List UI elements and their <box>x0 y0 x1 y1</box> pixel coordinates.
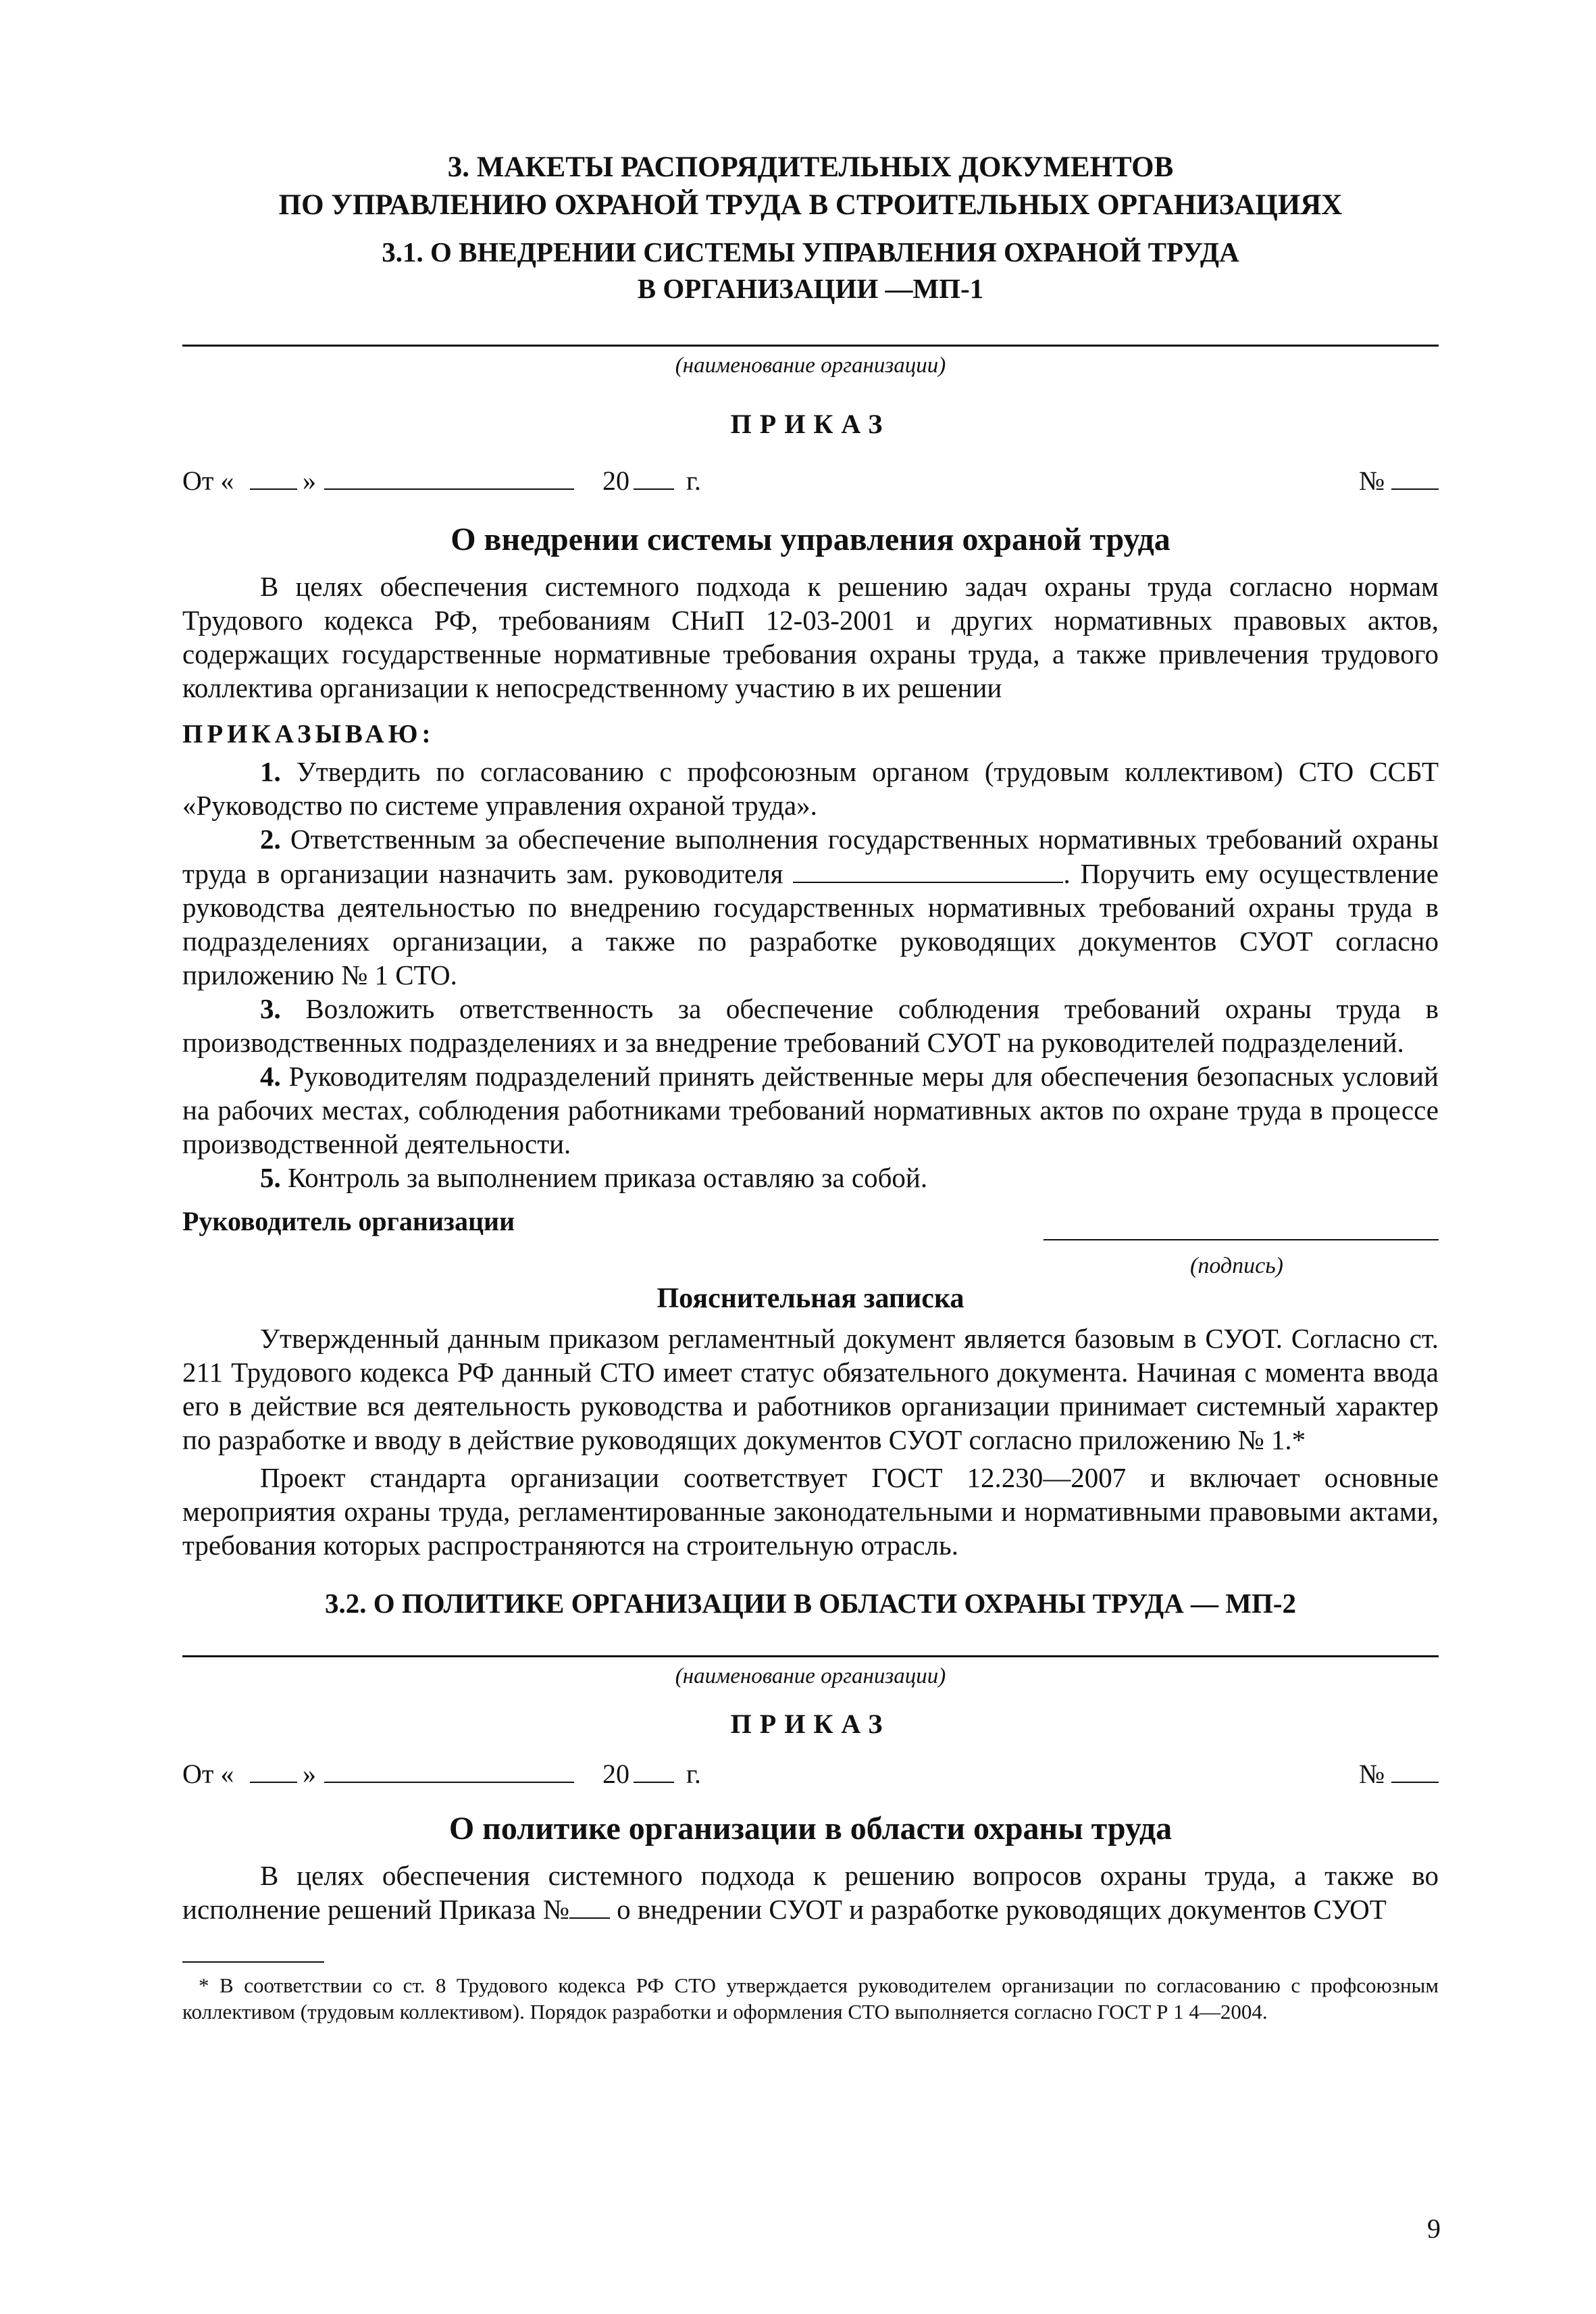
order-item-5: 5. Контроль за выполнением приказа оставляю за собой. <box>260 1162 928 1193</box>
number-blank <box>1391 461 1439 490</box>
number-sign-2: № <box>1359 1759 1385 1789</box>
month-blank-2 <box>324 1755 574 1783</box>
section-title-line-1: 3. МАКЕТЫ РАСПОРЯДИТЕЛЬНЫХ ДОКУМЕНТОВ <box>447 151 1174 183</box>
order-item-3: 3. Возложить ответственность за обеспечение соблюдения требований охраны труда в производственных подразделениях и за внедрение требований СУОТ на руководителей подразделений. <box>182 993 1439 1058</box>
number-blank-2 <box>1391 1755 1439 1783</box>
section-title-line-2: ПО УПРАВЛЕНИЮ ОХРАНОЙ ТРУДА В СТРОИТЕЛЬНЫХ ОРГАНИЗАЦИЯХ <box>278 189 1343 221</box>
order-2-title: О политике организации в области охраны труда <box>448 1811 1173 1846</box>
year-blank-2 <box>634 1755 674 1783</box>
subsection-1-title-line-2: В ОРГАНИЗАЦИИ —МП-1 <box>637 273 984 304</box>
number-sign: № <box>1359 466 1385 496</box>
year-prefix: 20 <box>602 466 629 496</box>
signature-row <box>182 1205 1439 1243</box>
year-prefix-2: 20 <box>602 1759 629 1789</box>
year-suffix: г. <box>686 466 701 496</box>
month-blank <box>324 461 574 490</box>
subsection-1-title-line-1: 3.1. О ВНЕДРЕНИИ СИСТЕМЫ УПРАВЛЕНИЯ ОХРАНОЙ ТРУДА <box>382 236 1239 268</box>
order-number-blank <box>569 1893 610 1919</box>
order-1-preamble: В целях обеспечения системного подхода к решению задач охраны труда согласно нормам Трудового кодекса РФ, требованиям СНиП 12-03-2001 и других нормативных правовых актов, содержащих государственные нормативные требования охраны труда, а также привлечения трудового коллектива организации к непосредственному участию в их решении <box>182 571 1439 703</box>
order-item-4: 4. Руководителям подразделений принять действенные меры для обеспечения безопасных условий на рабочих местах, соблюдения работниками требований нормативных актов по охране труда в процессе производственной деятельности. <box>182 1061 1439 1159</box>
order-2-preamble: В целях обеспечения системного подхода к решению вопросов охраны труда, а также во исполнение решений Приказа № о внедрении СУОТ и разработке руководящих документов СУОТ <box>182 1860 1439 1925</box>
explanatory-note-paragraph-1: Утвержденный данным приказом регламентный документ является базовым в СУОТ. Согласно ст. 211 Трудового кодекса РФ данный СТО имеет статус обязательного документа. Начиная с момента ввода его в действие вся деятельность руководства и работников организации принимает системный характер по разработке и вводу в действие руководящих документов СУОТ согласно приложению № 1.* <box>182 1323 1439 1455</box>
footnote-rule <box>182 1961 324 1963</box>
date-from-label-2: От « <box>182 1759 234 1789</box>
year-blank <box>634 461 674 490</box>
order-1-title: О внедрении системы управления охраной труда <box>451 522 1170 557</box>
explanatory-note-paragraph-2: Проект стандарта организации соответствует ГОСТ 12.230—2007 и включает основные мероприятия охраны труда, регламентированные законодательными и нормативными правовыми актами, требования которых распространяются на строительную отрасль. <box>182 1462 1439 1561</box>
order-date-line-2 <box>182 1755 1439 1794</box>
organization-name-caption-2: (наименование организации) <box>675 1664 946 1688</box>
signatory-label: Руководитель организации <box>182 1206 515 1236</box>
year-suffix-2: г. <box>686 1759 701 1789</box>
signature-line <box>1044 1239 1439 1240</box>
document-page <box>182 149 1439 2025</box>
date-quote-close: » <box>303 466 316 496</box>
day-blank-2 <box>250 1755 297 1783</box>
deputy-name-blank <box>793 856 1063 883</box>
order-heading-2: ПРИКАЗ <box>730 1709 891 1739</box>
order-heading: ПРИКАЗ <box>730 409 891 439</box>
order-directive-label: ПРИКАЗЫВАЮ: <box>182 720 435 749</box>
date-quote-close-2: » <box>303 1759 316 1789</box>
footnote: * В соответствии со ст. 8 Трудового кодекса РФ СТО утверждается руководителем организации по согласованию с профсоюзным коллективом (трудовым коллективом). Порядок разработки и оформления СТО выполняется согласно ГОСТ Р 1 4—2004. <box>182 1973 1439 2023</box>
order-date-line <box>182 461 1439 501</box>
subsection-2-title: 3.2. О ПОЛИТИКЕ ОРГАНИЗАЦИИ В ОБЛАСТИ ОХРАНЫ ТРУДА — МП-2 <box>324 1588 1297 1619</box>
date-from-label: От « <box>182 466 234 496</box>
explanatory-note-title: Пояснительная записка <box>657 1283 964 1314</box>
order-item-1: 1. Утвердить по согласованию с профсоюзным органом (трудовым коллективом) СТО ССБТ «Руководство по системе управления охраной труда». <box>182 756 1439 821</box>
day-blank <box>250 461 297 490</box>
page-number: 9 <box>1427 2213 1441 2244</box>
order-item-2: 2. Ответственным за обеспечение выполнения государственных нормативных требований охраны труда в организации назначить зам. руководителя . Поручить ему осуществление руководства деятельностью по внедрению государственных нормативных требований охраны труда в подразделениях организации, а также по разработке руководящих документов СУОТ согласно приложению № 1 СТО. <box>182 824 1439 990</box>
organization-name-line-2 <box>182 1653 1439 1657</box>
organization-name-line <box>182 342 1439 347</box>
signature-caption: (подпись) <box>1190 1253 1283 1278</box>
organization-name-caption: (наименование организации) <box>675 353 946 378</box>
